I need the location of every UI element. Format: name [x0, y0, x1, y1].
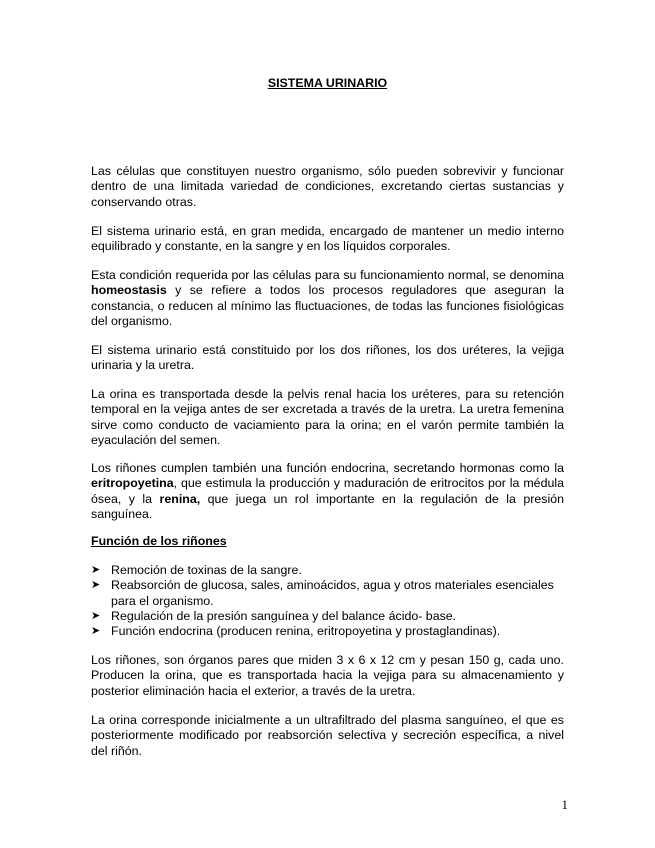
paragraph-text: El sistema urinario está constituido por los dos riñones, los dos uréteres, la vejiga urinaria y la uretra. [91, 343, 564, 373]
arrow-bullet-icon: ➤ [91, 609, 101, 622]
paragraph-text: Los riñones cumplen también una función endocrina, secretando hormonas como la [91, 461, 564, 475]
paragraph-text: y se refiere a todos los procesos reguladores que aseguran la constancia, o reducen al mínimo las fluctuaciones, de todas las funciones fisiológicas del organismo. [91, 283, 564, 328]
paragraph-intro [91, 164, 564, 210]
list-item [91, 609, 564, 624]
arrow-bullet-icon: ➤ [91, 564, 101, 576]
paragraph-text: La orina es transportada desde la pelvis renal hacia los uréteres, para su retención temporal en la vejiga antes de ser excretada a través de la uretra. La uretra femenina sirve como conducto de vaciamiento para la orina; en el varón permite también la eyaculación del semen. [91, 387, 564, 447]
kidney-functions-list [91, 563, 564, 639]
term-eritropoyetina: eritropoyetina [91, 476, 174, 491]
paragraph-text: El sistema urinario está, en gran medida, encargado de mantener un medio interno equilibrado y constante, en la sangre y en los líquidos corporales. [91, 224, 564, 254]
list-item [91, 624, 564, 639]
list-item [91, 563, 564, 578]
paragraph-text: , que estimula la producción y maduración de eritrocitos por la médula ósea, y la [91, 476, 564, 506]
paragraph-components [91, 343, 564, 374]
arrow-bullet-icon: ➤ [91, 579, 101, 592]
paragraph-text: Las células que constituyen nuestro organismo, sólo pueden sobrevivir y funcionar dentro de una limitada variedad de condiciones, excretando ciertas sustancias y conservando otras. [91, 164, 564, 209]
paragraph-text: que juega un rol importante en la regulación de la presión sanguínea. [91, 491, 564, 521]
page-title: SISTEMA URINARIO [267, 76, 388, 90]
list-item-text: Función endocrina (producen renina, eritropoyetina y prostaglandinas). [111, 624, 501, 639]
paragraph-text: Esta condición requerida por las células para su funcionamiento normal, se denomina [91, 268, 564, 282]
paragraph-urine-origin [91, 713, 564, 759]
paragraph-endocrine [91, 461, 564, 522]
page-number: 1 [561, 797, 568, 812]
paragraph-kidney-size [91, 653, 564, 699]
arrow-bullet-icon: ➤ [91, 625, 101, 638]
paragraph-homeostasis [91, 268, 564, 329]
term-homeostasis: homeostasis [91, 283, 167, 298]
paragraph-text: Los riñones, son órganos pares que miden 3 x 6 x 12 cm y pesan 150 g, cada uno. Producen la orina, que es transportada hacia la vejiga para su almacenamiento y posterior eliminación hacia el exterior, a través de la uretra. [91, 653, 564, 698]
section-heading: Función de los riñones [91, 534, 227, 548]
paragraph-urine-transport [91, 387, 564, 448]
paragraph-text: La orina corresponde inicialmente a un ultrafiltrado del plasma sanguíneo, el que es posteriormente modificado por reabsorción selectiva y secreción específica, a nivel del riñón. [91, 713, 564, 758]
list-item-text: Regulación de la presión sanguínea y del balance ácido- base. [111, 608, 457, 623]
paragraph-urinary-role [91, 224, 564, 255]
list-item-text: Reabsorción de glucosa, sales, aminoácidos, agua y otros materiales esenciales para el organismo. [111, 578, 554, 608]
list-item-text: Remoción de toxinas de la sangre. [111, 563, 302, 577]
list-item [91, 578, 564, 609]
term-renina: renina, [159, 491, 201, 506]
